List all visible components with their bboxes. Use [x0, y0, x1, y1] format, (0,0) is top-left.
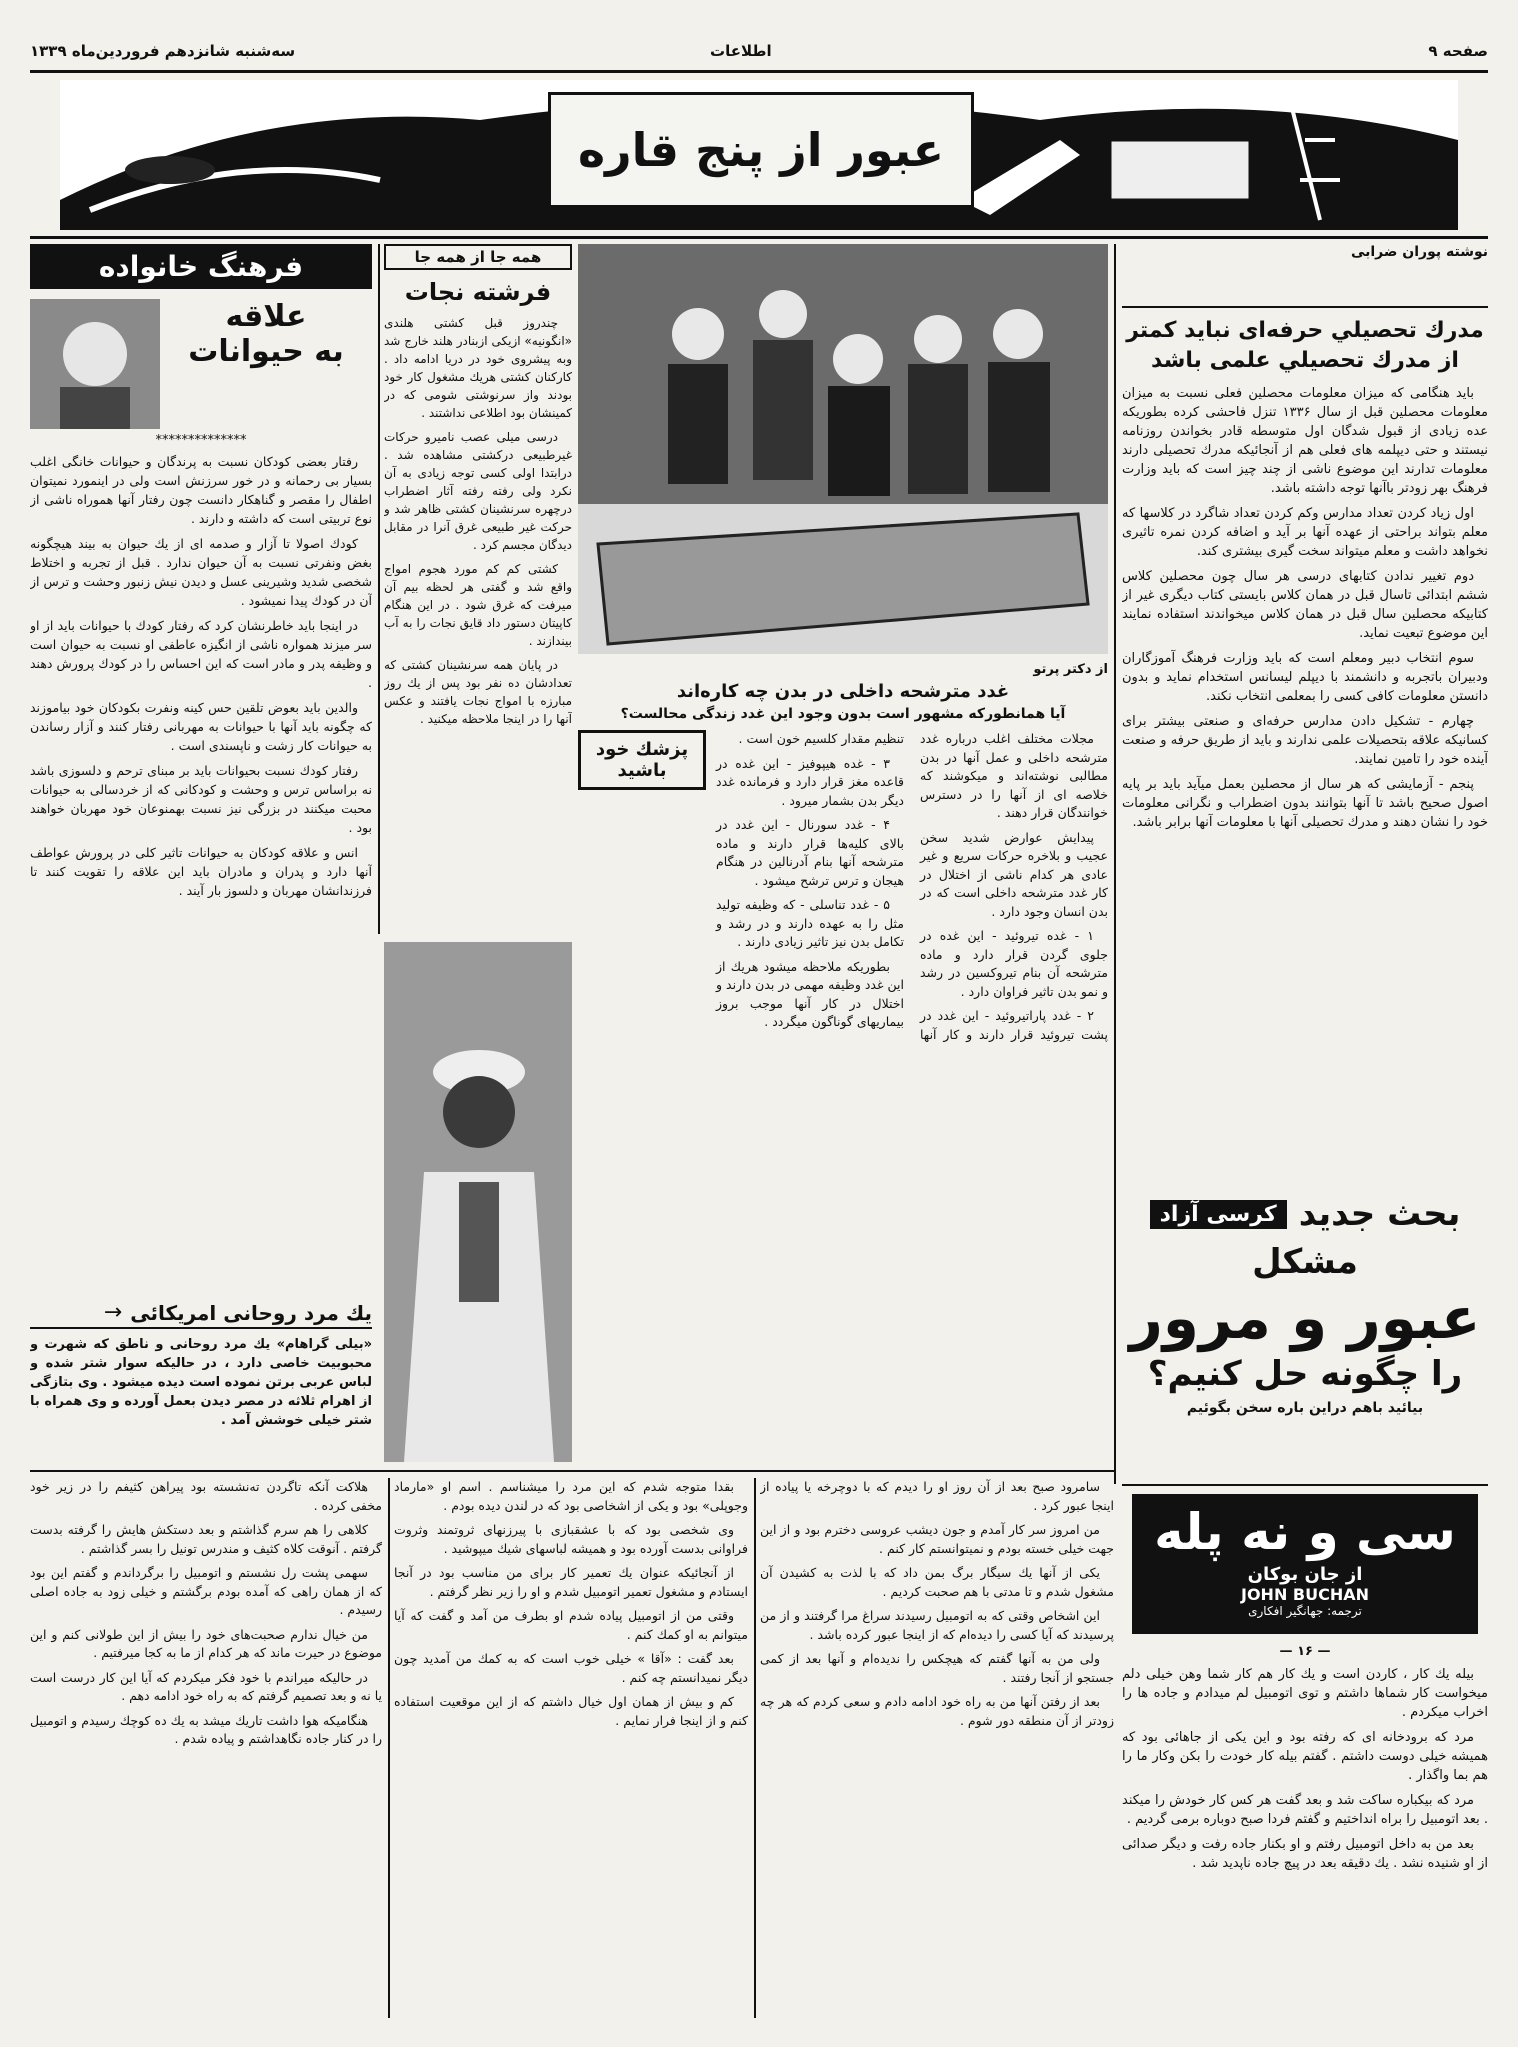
- rescue-label: همه جا از همه جا: [384, 244, 572, 270]
- column-rule: [388, 1478, 390, 2018]
- forum-rule: [1122, 1484, 1488, 1486]
- family-article: [30, 244, 372, 1284]
- serial-header: [1132, 1494, 1478, 1634]
- paragraph: سهمی پشت رل نشستم و اتومبيل را برگرداندم و گفتم اين بود كه از همان راهی كه آمده بودم برگشتم و خيلی زود به جاده اصلی رسيدم .: [30, 1565, 382, 1617]
- paragraph: پيدايش عوارض شديد سخن عجيب و بلاخره حركات سريع و غير عادی هر كدام ناشی از اختلال در كار غدد مترشحه داخلی است كه در بدن انسان وجود دارد .: [920, 829, 1108, 919]
- paragraph: اين اشخاص وقتی كه به اتومبيل رسيدند سراغ مرا گرفتند و از من پرسيدند كه آيا كسی را ديده‌ام كه از اينجا عبور كرده باشد .: [760, 1608, 1114, 1642]
- paragraph: ۵ - غدد تناسلی - كه وظيفه توليد مثل را به عهده دارند و در رشد و تكامل بدن نيز تاثير زيادی دارند .: [716, 897, 904, 949]
- paragraph: ۳ - غده هيپوفيز - اين غده در قاعده مغز قرار دارد و فرمانده غدد ديگر بدن بشمار ميرود .: [716, 755, 904, 808]
- clergyman-photo: [384, 942, 572, 1462]
- column-rule: [378, 244, 380, 934]
- paragraph: پنجم - آزمايشی كه هر سال از محصلين بعمل ميآيد بايد بر پايه اصول صحيح باشد تا آنها بتوانند بدون اضطراب و نگرانی معلومات خود را نشان دهند و مدرك تحصيلی آنها با معلومات آنها برابر باشد.: [1122, 777, 1488, 830]
- education-body: [1122, 384, 1488, 832]
- forum-box: [1122, 1190, 1488, 1480]
- page-label: صفحه ۹: [1428, 42, 1488, 60]
- paragraph: از آنجائيكه عنوان يك تعمير كار برای من مناسب بود در آنجا ايستادم و مشغول تعمير اتومبيل شدم و او را زير نظر گرفتم .: [394, 1565, 748, 1599]
- paragraph: بعد از رفتن آنها من به راه خود ادامه دادم و سعی كردم كه هر چه زودتر از آن منطقه دور شوم .: [760, 1694, 1114, 1728]
- paragraph: هلاكت آنكه تاگردن ته‌نشسته بود پيراهن كثيفم را در زير خود مخفی كرده .: [30, 1479, 382, 1513]
- clergyman-photo-image: [384, 942, 572, 1462]
- serial-translator: ترجمه: جهانگير افكاری: [1248, 1604, 1362, 1618]
- family-intro: [30, 299, 372, 429]
- paragraph: ۲ - غدد پاراتيروئيد - اين غدد در پشت تيروئيد قرار دارند و كار آنها تنظيم مقدار كلسيم خون است .: [738, 731, 1108, 1042]
- serial-author-en: JOHN BUCHAN: [1241, 1585, 1369, 1604]
- paragraph: مرد كه برودخانه ای كه رفته بود و اين يكی از جاهائی بود كه هميشه خيلی دوست داشتم . گفتم بيله كار خودت را بكن وكار ما را هم بما واگذار .: [1122, 1730, 1488, 1783]
- arrow-icon: →: [103, 1300, 123, 1325]
- family-title-2: به حيوانات: [188, 334, 344, 369]
- paragraph: سامرود صبح بعد از آن روز او را ديدم كه با دوچرخه يا پياده از اينجا عبور كرد .: [760, 1479, 1114, 1513]
- forum-title-row: [1122, 1194, 1488, 1234]
- paragraph: كلاهی را هم سرم گذاشتم و بعد دستكش هايش را گرفته بدست گرفتم . آنوقت كلاه كثيف و مندرس تونيل را بسر گذاشتم .: [30, 1522, 382, 1556]
- paragraph: سوم انتخاب دبير ومعلم است كه بايد وزارت فرهنگ آموزگاران ودبيران باتجربه و دانشمند با ديپلم ليسانس استخدام نمايد و بدون دانستن معلومات كافی كسی را بمعلمی انتخاب نكند.: [1122, 651, 1488, 704]
- paragraph: بايد هنگامی كه ميزان معلومات محصلين فعلی نسبت به ميزان معلومات محصلين قبل از سال ۱۳۳۶ تنزل فاحشی كرده بطوريكه عده زيادی از قبول شدگان اول متوسطه قادر بخواندن روزنامه نيستند و حتی ديپلمه های فعلی هم از آنجائيكه مدرك تحصيلی دارند معلومات تدارند اين موضوع ناشی از چند چيز است كه بايد وزارت فرهنگ بهر زودتر باآنها توجه داشته باشد.: [1122, 386, 1488, 496]
- masthead: [30, 40, 1488, 68]
- clergyman-caption: [30, 1300, 372, 1462]
- paragraph: بقدا متوجه شدم كه اين مرد را ميشناسم . اسم او «مارماد وجوپلی» بود و يكی از اشخاصی بود كه در لندن ديده بودم .: [394, 1479, 748, 1513]
- gland-body: [716, 730, 1108, 1044]
- education-headline: مدرك تحصيلي حرفه‌ای نبايد كمتر از مدرك تحصيلي علمی باشد: [1126, 318, 1484, 373]
- clergyman-title: يك مرد روحانی امريكائی: [130, 1300, 372, 1325]
- paragraph: انس و علاقه كودكان به حيوانات تاثير كلی در پرورش عواطف آنها دارد و پدران و مادران بايد اين علاقه را تقويت كنند تا فرزندانشان مهربان و دلسوز بار آيند .: [30, 845, 372, 898]
- forum-title-traffic: عبور و مرور: [1129, 1284, 1481, 1352]
- serial-body: [1122, 1642, 1488, 2012]
- rescue-title: فرشته نجات: [404, 278, 552, 306]
- education-article: [1122, 244, 1488, 1184]
- paragraph: اول زياد كردن تعداد مدارس وكم كردن تعداد شاگرد در كلاسها كه معلم بتواند براحتی از عهده آنها بر آيد و اضافه كردن نمره تاثيری نخواهد داشت و معلم ميتواند سخت گيری بيشتری كند.: [1122, 506, 1488, 559]
- forum-title-problem: مشكل: [1252, 1242, 1358, 1282]
- rescue-photo: [578, 244, 1108, 654]
- paragraph: رفتار كودك نسبت بحيوانات بايد بر مبنای ترحم و دلسوزی باشد نه براساس ترس و وحشت و كودكانی كه از خردسالی به حيوانات محبت ميكنند در بزرگی نيز نسبت بهمنوعان خود مهربان خواهند بود .: [30, 763, 372, 835]
- banner-title: عبور از پنج قاره: [577, 123, 945, 177]
- forum-badge: كرسی آزاد: [1150, 1200, 1287, 1229]
- paragraph: وی شخصی بود كه با عشقبازی با پيرزنهای ثروتمند وثروت فراوانی بدست آورده بود و هميشه لباسهای شيك ميپوشيد .: [394, 1522, 748, 1556]
- paragraph: مجلات مختلف اغلب درباره غدد مترشحه داخلی و عمل آنها در بدن مطالبی نوشته‌اند و ميكوشند كه خلاصه ای از آنها را در دسترس خوانندگان قرار دهند .: [920, 731, 1108, 820]
- paragraph: ولی من به آنها گفتم كه هيچكس را نديده‌ام و آنها بعد از كمی جستجو از آنجا رفتند .: [760, 1651, 1114, 1685]
- child-photo-image: [30, 299, 160, 429]
- banner-rule: [30, 236, 1488, 239]
- paragraph: والدين بايد بعوض تلقين حس كينه ونفرت بكودكان خود بياموزند كه چگونه بايد آنها با حيوانات به مهربانی رفتار كنند و آزار رساندن به حيوانات كار زشت و ناپسندی است .: [30, 700, 372, 753]
- education-byline: نوشته پوران ضرابی: [1350, 244, 1488, 260]
- child-photo: [30, 299, 160, 429]
- family-title-1: علاقه: [225, 299, 307, 334]
- paragraph: مرد كه بيكباره ساكت شد و بعد گفت هر كس كار خودش را ميكند . بعد اتومبيل را براه انداختيم و گفتم فردا صبح دوباره برمی گرديم .: [1122, 1793, 1488, 1827]
- section-rule: [30, 1470, 1114, 1472]
- paragraph: وقتی من از اتومبيل پياده شدم او بطرف من آمد و گفت كه آيا ميتوانم به او كمك كنم .: [394, 1608, 748, 1642]
- gland-box: پزشك خود باشيد: [578, 730, 706, 790]
- family-body: [30, 452, 372, 900]
- clergyman-title-bar: [30, 1300, 372, 1329]
- paragraph: من امروز سر كار آمدم و جون ديشب عروسی دخترم بود و از اين جهت خيلی خسته بودم و نميتوانستم كار كنم .: [760, 1522, 1114, 1556]
- paragraph: چهارم - تشكيل دادن مدارس حرفه‌ای و صنعتی بيشتر برای كسانيكه علاقه بتحصيلات علمی ندارند و بايد از طريق حرفه و صنعت آينده خود را تامين نمايند.: [1122, 714, 1488, 767]
- serial-author-fa: از جان بوكان: [1247, 1564, 1363, 1585]
- education-ornament: [1122, 266, 1488, 308]
- paragraph: در حاليكه ميراندم با خود فكر ميكردم كه آيا اين كار درست است يا نه و بعد تصميم گرفتم كه به راه خود ادامه دهم .: [30, 1669, 382, 1703]
- rescue-body: [384, 314, 572, 728]
- rescue-photo-image: [578, 244, 1108, 654]
- paragraph: ۱ - غده تيروئيد - اين غده در جلوی گردن قرار دارد و ماده مترشحه آن بنام تيروكسين در رشد و نمو بدن تاثير فراوان دارد .: [920, 928, 1108, 999]
- story-column-3: [760, 1478, 1114, 2018]
- paragraph: ۴ - غدد سورنال - اين غدد در بالای كليه‌ها قرار دارند و ماده مترشحه آنها بنام آدرنالين در هنگام هيجان و ترس ترشح ميشود .: [716, 817, 904, 888]
- paragraph: درسی ميلی عصب ناميرو حركات غيرطبيعی دركشتی مشاهده شد . درابتدا اولی كسی توجه زيادی به آن نكرد ولی رفته رفته آثار اضطراب درچهره سرنشينان كشتی ظاهر شد و حركت غير طبيعی غرق آنرا در مقابل ديدگان مجسم كرد .: [384, 430, 572, 552]
- newspaper-name: اطلاعات: [710, 42, 772, 60]
- paragraph: بعد گفت : «آقا » خيلی خوب است كه به كمك من آمديد چون ديگر نميدانستم چه كنم .: [394, 1651, 748, 1685]
- family-title-block: [160, 299, 372, 429]
- forum-subtitle: بيائيد باهم دراين باره سخن بگوئيم: [1186, 1400, 1424, 1416]
- gland-headline: غدد مترشحه داخلی در بدن چه كاره‌اند: [676, 681, 1010, 702]
- column-rule: [1114, 244, 1116, 1484]
- family-section: فرهنگ خانواده: [30, 244, 372, 289]
- banner-title-box: [548, 92, 974, 208]
- issue-date: سه‌شنبه شانزدهم فروردین‌ماه ۱۳۳۹: [30, 42, 296, 60]
- paragraph: در اينجا بايد خاطرنشان كرد كه رفتار كودك با حيوانات بايد از او سر ميزند همواره ناشی از انگيزه عاطفی او نسبت به حيوان است و وظيفه پدر و مادر است كه اين احساس را در كودك پرورش دهند .: [30, 618, 372, 690]
- paragraph: بعد من به داخل اتومبيل رفتم و او بكنار جاده رفت و ديگر صدائی از او شنيده نشد . يك دقيقه بعد در پيچ جاده ناپديد شد .: [1122, 1837, 1488, 1871]
- serial-part: — ۱۶ —: [1279, 1644, 1331, 1659]
- paragraph: كشتی كم كم مورد هجوم امواج واقع شد و گفتی هر لحظه بيم آن ميرفت كه غرق شود . در اين هنگام كاپيتان دستور داد قايق نجات را به آب بيندازند .: [384, 562, 572, 648]
- forum-title-new: بحث جديد: [1298, 1194, 1461, 1234]
- paragraph: چندروز قبل كشتی هلندی «انگونيه» ازيكی ازبنادر هلند خارج شد وبه پيشروی خود در دريا ادامه داد . كاركنان كشتی هريك مشغول كار خود بودند واز سرنوشتی شومی كه در كمينشان بود اطلاعی نداشتند .: [384, 316, 572, 420]
- masthead-rule: [30, 70, 1488, 73]
- serial-title: سی و نه پله: [1154, 1503, 1456, 1561]
- gland-byline: از دكتر پرتو: [1033, 662, 1108, 677]
- paragraph: دوم تغيير ندادن كتابهای درسی هر سال چون محصلين كلاس ششم ابتدائی تاسال قبل در همان كلاس بايستی كتاب ديگری غير از كتابيكه محصلين سال قبل در همان كلاس ميخواندند استفاده نمايند اين موضوع تبعيت نمايد.: [1122, 569, 1488, 641]
- forum-title-question: را چگونه حل كنيم؟: [1147, 1354, 1463, 1394]
- story-column-1: [30, 1478, 382, 2018]
- paragraph: رفتار بعضی كودكان نسبت به پرندگان و حيوانات خانگی اغلب بسيار بی رحمانه و در خور سرزنش است ولی در اينمورد نميتوان اطفال را مقصر و گناهكار دانست چون رفتار آنها هموراه ناشی از نوع تربيتی است كه داشته و دارند .: [30, 454, 372, 526]
- clergyman-text: «بيلی گراهام» يك مرد روحانی و ناطق كه شهرت و محبوبيت خاصی دارد ، در حاليكه سوار شتر شده و لباس عربی برتن نموده است ديده ميشود . وی بتازگی از اهرام ثلاثه در مصر ديدن بعمل آورده و وی همراه با شتر خيلی خوشش آمد .: [30, 1337, 372, 1428]
- column-rule: [754, 1478, 756, 2018]
- gland-article: [578, 662, 1108, 1462]
- paragraph: بيله يك كار ، كاردن است و يك كار هم كار شما وهن خيلی دلم ميخواست كار شماها داشتم و توی اتومبيل لم ميدادم و جاده ها را اخراب ميكردم .: [1122, 1667, 1488, 1720]
- rescue-article: [384, 244, 572, 934]
- family-stars: **************: [155, 433, 247, 448]
- paragraph: يكی از آنها يك سيگار برگ بمن داد كه با لذت به كشيدن آن مشغول شدم و تا مدتی با هم صحبت كرديم .: [760, 1565, 1114, 1599]
- paragraph: من خيال ندارم صحبت‌های خود را بيش از اين طولانی كنم و اين موضوع در حيرت ماند كه هر كدام از ما به كجا ميرفتيم .: [30, 1626, 382, 1660]
- story-column-2: [394, 1478, 748, 2018]
- paragraph: بطوريكه ملاحظه ميشود هريك از اين غدد وظيفه مهمی در بدن دارند و اختلال در كار آنها موجب بروز بيماريهای گوناگون ميگردد .: [716, 958, 904, 1029]
- paragraph: هنگاميكه هوا داشت تاريك ميشد به يك ده كوچك رسيدم و اتومبيل را در كنار جاده نگاهداشتم و پياده شدم .: [30, 1712, 382, 1746]
- banner: [60, 80, 1458, 230]
- paragraph: در پايان همه سرنشينان كشتی كه تعدادشان ده نفر بود پس از يك روز مبارزه با امواج نجات يافتند و عكس آنها را در اينجا ملاحظه ميكنيد .: [384, 658, 572, 726]
- paragraph: كم و بيش از همان اول خيال داشتم كه از اين موقعيت استفاده كنم و از اينجا فرار نمايم .: [394, 1694, 748, 1728]
- gland-subhead: آيا همانطوركه مشهور است بدون وجود اين غدد زندگی محالست؟: [620, 706, 1066, 722]
- paragraph: كودك اصولا تا آزار و صدمه ای از يك حيوان به بيند هيچگونه بغض ونفرتی نسبت به آن حيوان ندارد . قبل از تجربه و اختلاط شخصی شديد وشيرينی عسل و ديدن نيش زنبور وحشت و ترس از آن در كودك پيدا نميشود .: [30, 536, 372, 608]
